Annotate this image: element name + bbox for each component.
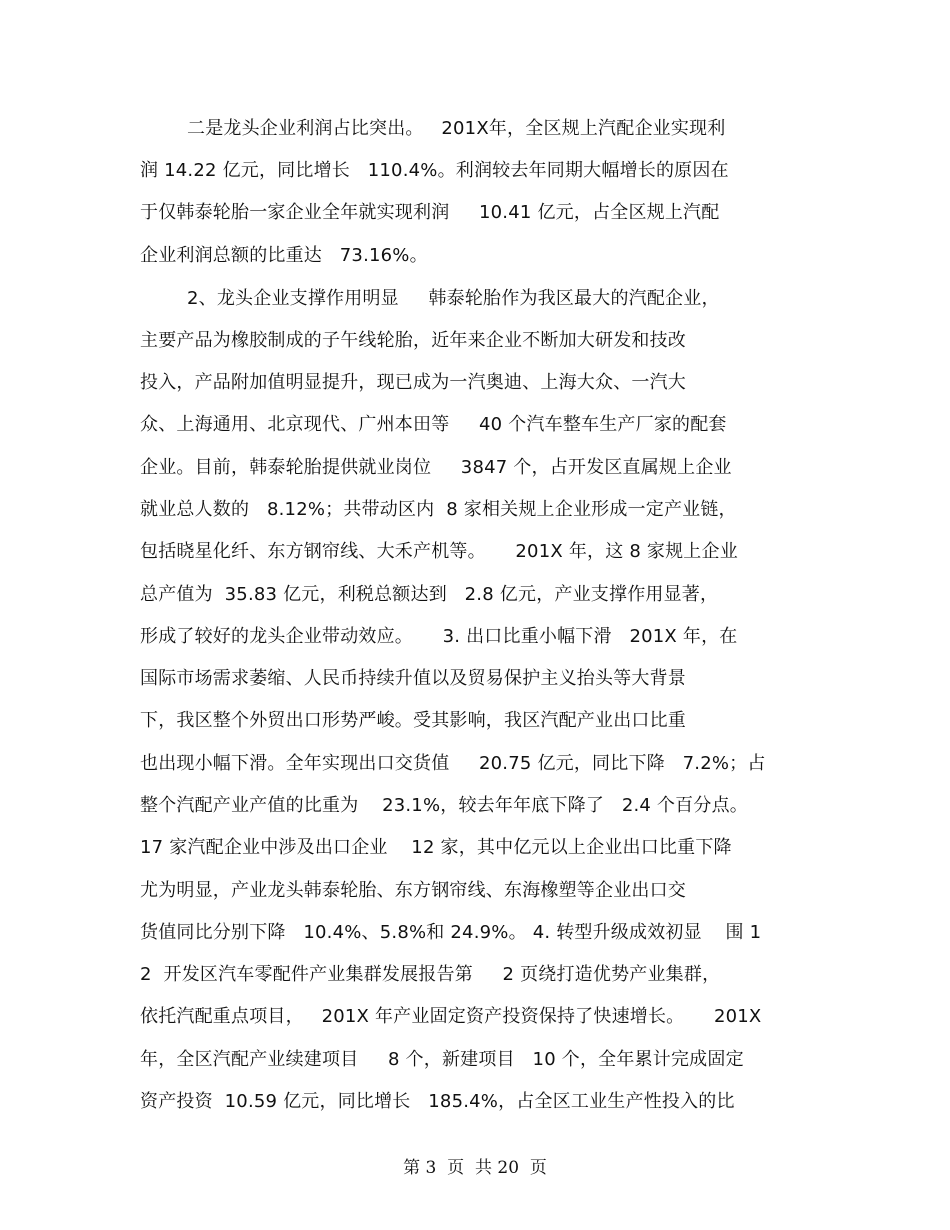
text-line: 2、龙头企业支撑作用明显 韩泰轮胎作为我区最大的汽配企业， <box>187 288 720 309</box>
text-line: 尤为明显，产业龙头韩泰轮胎、东方钢帘线、东海橡塑等企业出口交 <box>140 880 686 901</box>
text-line: 主要产品为橡胶制成的子午线轮胎，近年来企业不断加大研发和技改 <box>140 330 686 351</box>
text-line: 整个汽配产业产值的比重为 23.1%，较去年年底下降了 2.4 个百分点。 <box>140 795 748 816</box>
text-line: 也出现小幅下滑。全年实现出口交货值 20.75 亿元，同比下降 7.2%；占 <box>140 753 766 774</box>
text-line: 下，我区整个外贸出口形势严峻。受其影响，我区汽配产业出口比重 <box>140 710 686 731</box>
text-line: 资产投资 10.59 亿元，同比增长 185.4%，占全区工业生产性投入的比 <box>140 1091 735 1112</box>
text-line: 包括晓星化纤、东方钢帘线、大禾产机等。 201X 年，这 8 家规上企业 <box>140 541 738 562</box>
text-line: 依托汽配重点项目， 201X 年产业固定资产投资保持了快速增长。 201X <box>140 1006 762 1027</box>
text-line: 企业。目前，韩泰轮胎提供就业岗位 3847 个，占开发区直属规上企业 <box>140 457 732 478</box>
text-line: 货值同比分别下降 10.4%、5.8%和 24.9%。 4. 转型升级成效初显 围 1 <box>140 922 762 943</box>
text-line: 年，全区汽配产业续建项目 8 个，新建项目 10 个，全年累计完成固定 <box>140 1049 744 1070</box>
text-line: 投入，产品附加值明显提升，现已成为一汽奥迪、上海大众、一汽大 <box>140 372 686 393</box>
text-line: 润 14.22 亿元，同比增长 110.4%。利润较去年同期大幅增长的原因在 <box>140 160 729 181</box>
text-line: 于仅韩泰轮胎一家企业全年就实现利润 10.41 亿元，占全区规上汽配 <box>140 202 720 223</box>
text-line: 形成了较好的龙头企业带动效应。 3. 出口比重小幅下滑 201X 年，在 <box>140 626 738 647</box>
text-line: 二是龙头企业利润占比突出。 201X年，全区规上汽配企业实现利 <box>187 118 726 139</box>
text-line: 2 开发区汽车零配件产业集群发展报告第 2 页绕打造优势产业集群， <box>140 964 721 985</box>
text-line: 就业总人数的 8.12%；共带动区内 8 家相关规上企业形成一定产业链， <box>140 499 737 520</box>
text-line: 众、上海通用、北京现代、广州本田等 40 个汽车整车生产厂家的配套 <box>140 414 727 435</box>
text-line: 17 家汽配企业中涉及出口企业 12 家，其中亿元以上企业出口比重下降 <box>140 837 732 858</box>
page-footer: 第 3 页 共 20 页 <box>403 1158 547 1178</box>
text-line: 总产值为 35.83 亿元，利税总额达到 2.8 亿元，产业支撑作用显著， <box>140 584 719 605</box>
text-line: 国际市场需求萎缩、人民币持续升值以及贸易保护主义抬头等大背景 <box>140 668 686 689</box>
text-line: 企业利润总额的比重达 73.16%。 <box>140 245 428 266</box>
